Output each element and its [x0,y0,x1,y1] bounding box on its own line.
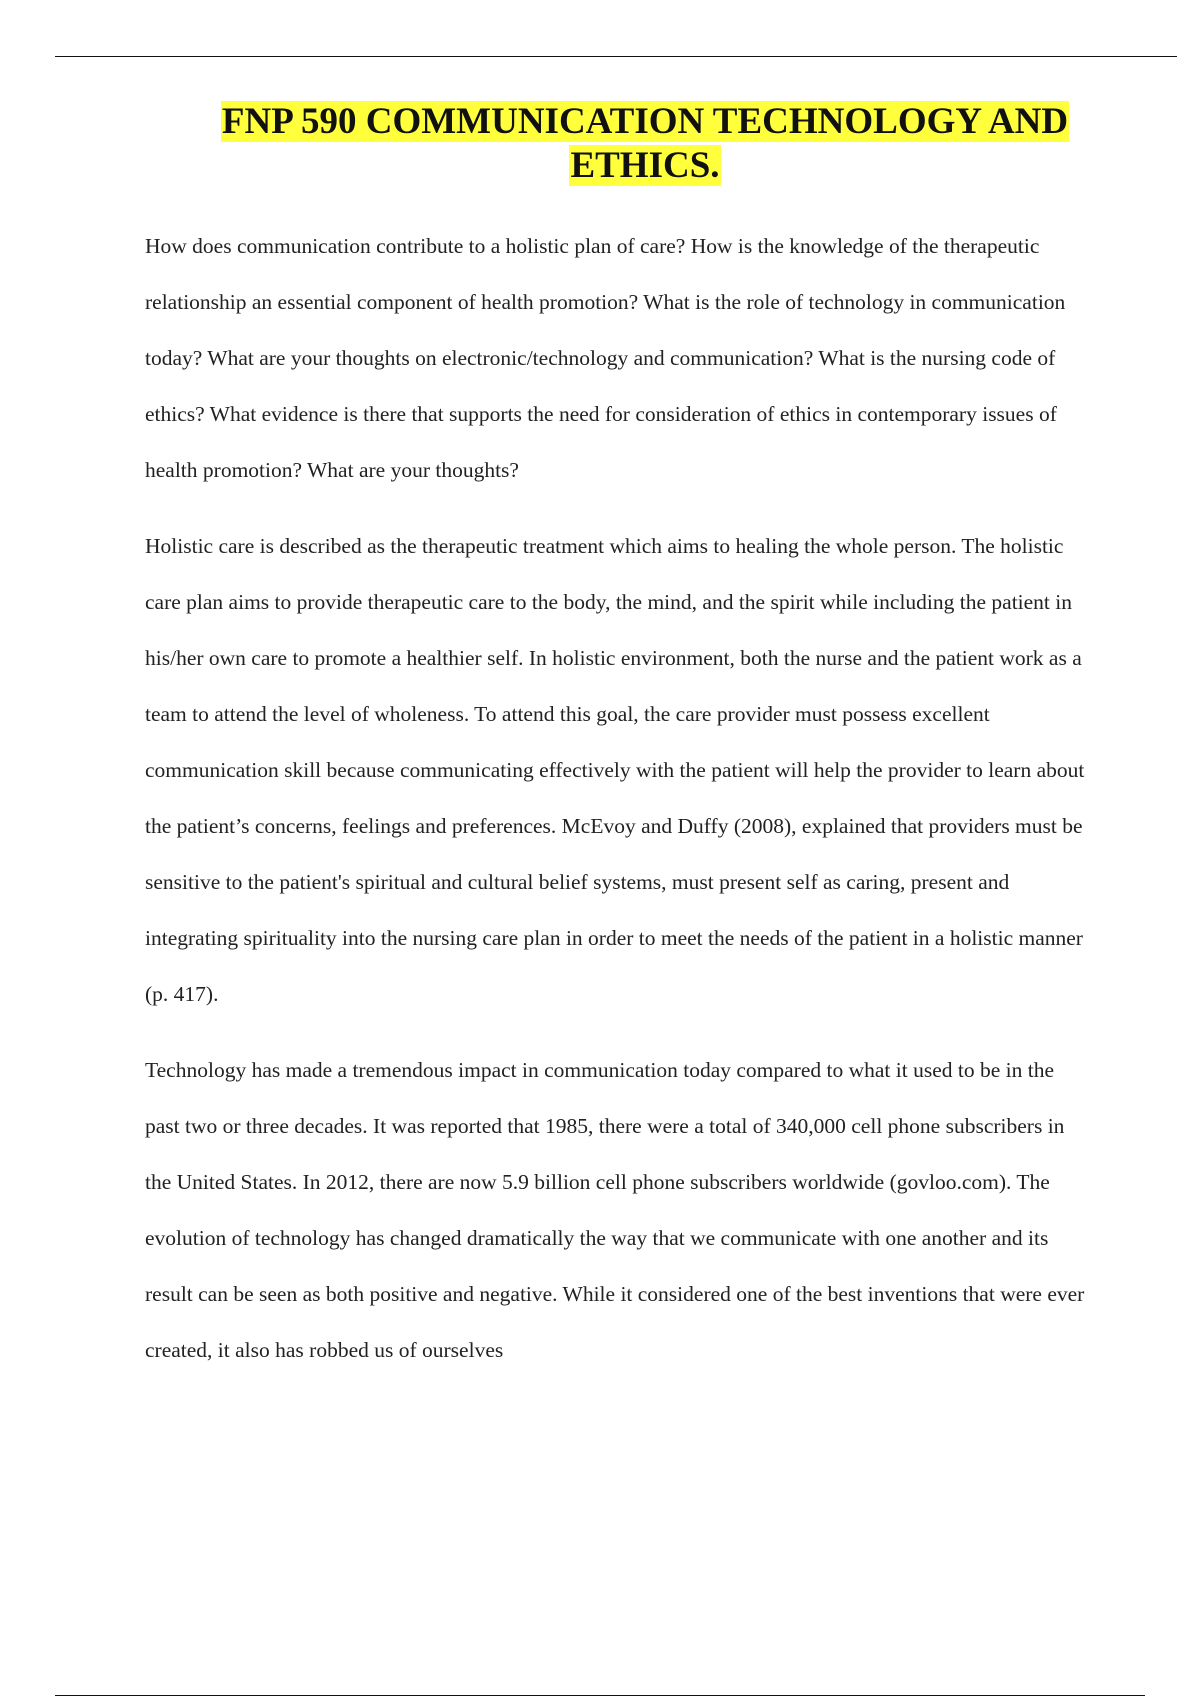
paragraph-questions: How does communication contribute to a holistic plan of care? How is the knowledge of the therapeutic relationship an essential component of health promotion? What is the role of technology in communication today? What are your thoughts on electronic/technology and communication? What is the nursing code of ethics? What evidence is there that supports the need for consideration of ethics in contemporary issues of health promotion? What are your thoughts? [145,234,1066,482]
title-line-2: ETHICS. [570,145,720,186]
document-body [145,218,1090,1398]
paragraph-holistic-care: Holistic care is described as the therapeutic treatment which aims to healing the whole person. The holistic care plan aims to provide therapeutic care to the body, the mind, and the spirit while including the patient in his/her own care to promote a healthier self. In holistic environment, both the nurse and the patient work as a team to attend the level of wholeness. To attend this goal, the care provider must possess excellent communication skill because communicating effectively with the patient will help the provider to learn about the patient’s concerns, feelings and preferences. McEvoy and Duffy (2008), explained that providers must be sensitive to the patient's spiritual and cultural belief systems, must present self as caring, present and integrating spirituality into the nursing care plan in order to meet the needs of the patient in a holistic manner (p. 417). [145,534,1085,1006]
title-line-1: FNP 590 COMMUNICATION TECHNOLOGY AND [221,101,1069,142]
bottom-rule [55,1695,1145,1696]
top-rule [55,56,1177,57]
page-title [145,100,1145,188]
paragraph-technology: Technology has made a tremendous impact in communication today compared to what it used to be in the past two or three decades. It was reported that 1985, there were a total of 340,000 cell phone subscribers in the United States. In 2012, there are now 5.9 billion cell phone subscribers worldwide (govloo.com). The evolution of technology has changed dramatically the way that we communicate with one another and its result can be seen as both positive and negative. While it considered one of the best inventions that were ever created, it also has robbed us of ourselves [145,1058,1085,1362]
